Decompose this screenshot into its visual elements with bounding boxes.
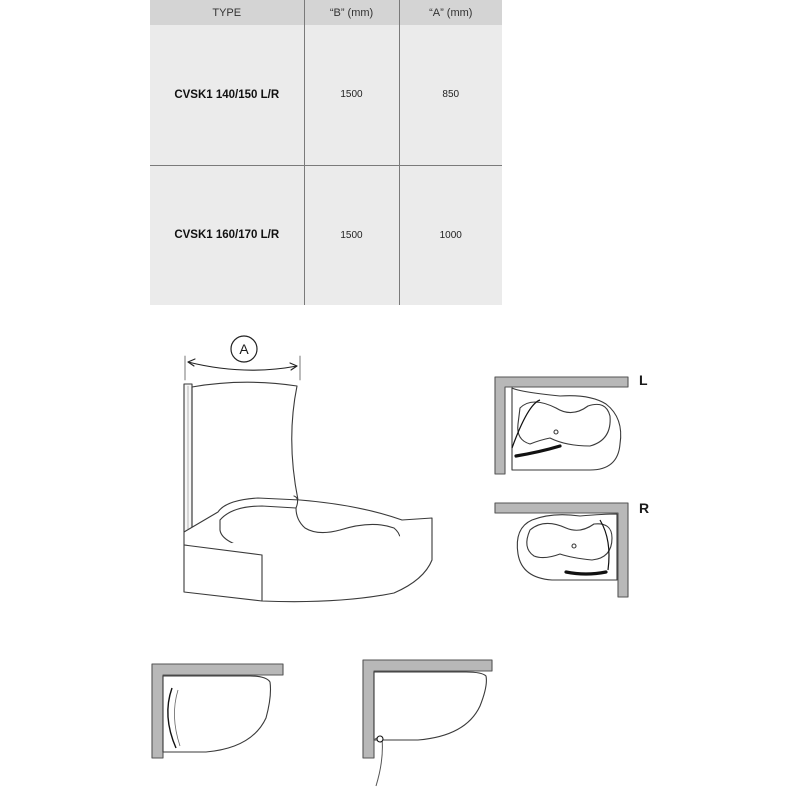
b-value-cell: 1500 [304, 165, 399, 305]
a-value-cell: 1000 [399, 165, 502, 305]
b-value-cell: 1500 [304, 25, 399, 165]
type-cell: CVSK1 140/150 L/R [150, 25, 304, 165]
type-cell: CVSK1 160/170 L/R [150, 165, 304, 305]
variant-left-label: L [639, 372, 648, 388]
dimension-a-label: A [239, 341, 249, 357]
a-value-cell: 850 [399, 25, 502, 165]
header-a-mm: “A” (mm) [399, 0, 502, 25]
header-type: TYPE [150, 0, 304, 25]
header-b-mm: “B” (mm) [304, 0, 399, 25]
variant-right-label: R [639, 500, 650, 516]
